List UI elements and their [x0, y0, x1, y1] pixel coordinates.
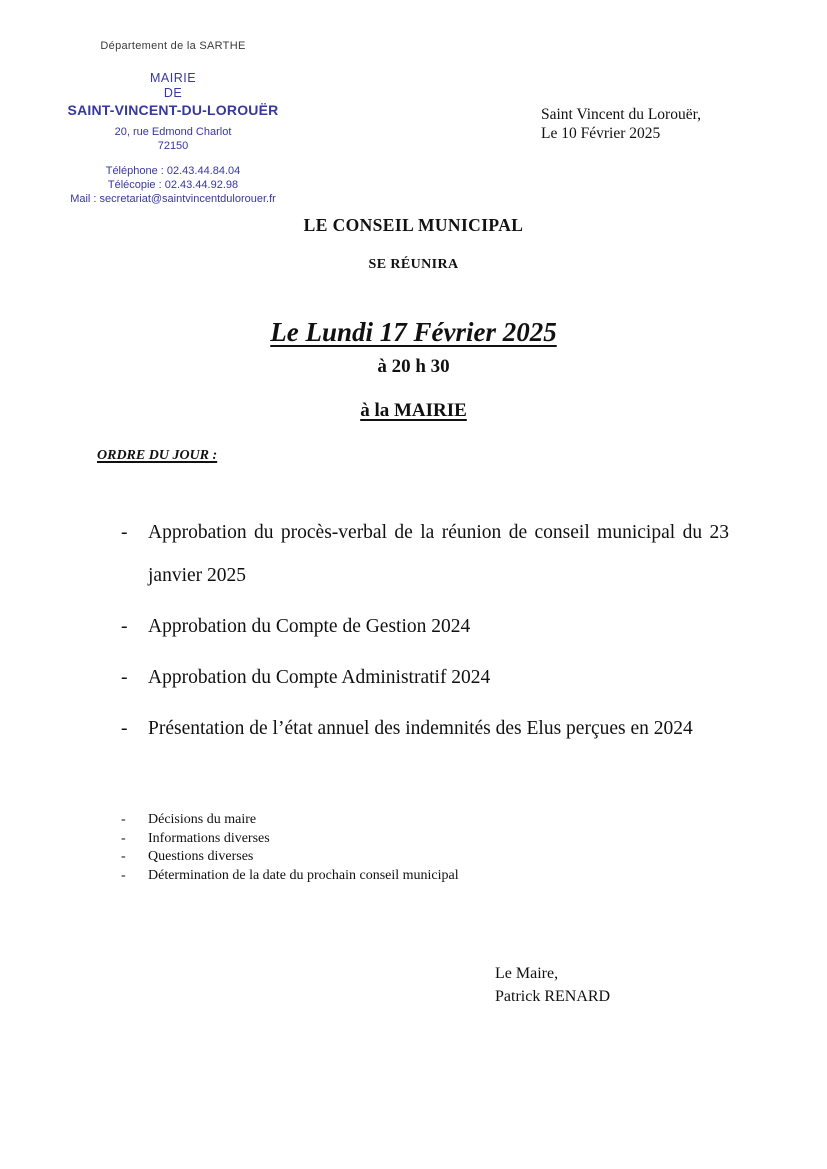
meeting-place-text: à la MAIRIE	[360, 400, 467, 421]
agenda-main-list	[121, 511, 729, 758]
dateline-date: Le 10 Février 2025	[541, 125, 661, 142]
dash-marker: -	[121, 522, 128, 543]
meeting-time: à 20 h 30	[377, 356, 450, 377]
agenda-minor-list	[121, 811, 729, 886]
dash-marker: -	[121, 830, 126, 846]
document-subtitle: SE RÉUNIRA	[368, 257, 459, 272]
address-line-postcode: 72150	[157, 140, 189, 152]
agenda-minor-item-text: Informations diverses	[148, 830, 270, 846]
agenda-item-text: Approbation du Compte Administratif 2024	[148, 667, 491, 688]
signature-block	[495, 962, 610, 1008]
agenda-item	[121, 605, 729, 648]
address-line-street: 20, rue Edmond Charlot	[114, 126, 232, 138]
agenda-minor-item	[121, 867, 729, 886]
agenda-minor-item	[121, 830, 729, 849]
agenda-item	[121, 707, 729, 750]
agenda-heading-text: ORDRE DU JOUR :	[97, 448, 218, 463]
commune-name: SAINT-VINCENT-DU-LOROUËR	[67, 102, 279, 118]
signature-title: Le Maire,	[495, 965, 559, 982]
dash-marker: -	[121, 718, 128, 739]
dash-marker: -	[121, 868, 126, 884]
dash-marker: -	[121, 849, 126, 865]
agenda-item	[121, 656, 729, 699]
agenda-minor-item-text: Décisions du maire	[148, 812, 257, 827]
dash-marker: -	[121, 812, 126, 827]
mairie-de-line: DE	[163, 86, 183, 100]
letterhead	[42, 40, 304, 206]
document-title: LE CONSEIL MUNICIPAL	[303, 215, 524, 235]
fax-line: Télécopie : 02.43.44.92.98	[107, 179, 239, 191]
agenda-heading	[97, 448, 217, 464]
mairie-line: MAIRIE	[149, 71, 197, 85]
dash-marker: -	[121, 616, 128, 637]
agenda-item-text: Approbation du Compte de Gestion 2024	[148, 616, 471, 637]
agenda-item-text: Présentation de l’état annuel des indemnités des Elus perçues en 2024	[148, 718, 693, 739]
signature-name: Patrick RENARD	[495, 988, 611, 1005]
department-name: Département de la SARTHE	[100, 40, 246, 52]
agenda-item-text: Approbation du procès-verbal de la réunion de conseil municipal du 23 janvier 2025	[148, 522, 729, 586]
meeting-date	[0, 317, 827, 348]
meeting-date-text: Le Lundi 17 Février 2025	[270, 317, 557, 347]
dateline-place: Saint Vincent du Lorouër,	[541, 106, 702, 123]
agenda-minor-item	[121, 848, 729, 867]
agenda-minor-item-text: Détermination de la date du prochain conseil municipal	[148, 868, 459, 884]
agenda-minor-item	[121, 811, 729, 830]
agenda-item	[121, 511, 729, 597]
email-line: Mail : secretariat@saintvincentdulorouer.fr	[70, 193, 276, 205]
dash-marker: -	[121, 667, 128, 688]
agenda-minor-item-text: Questions diverses	[148, 849, 254, 865]
phone-line: Téléphone : 02.43.44.84.04	[105, 165, 241, 177]
dateline	[541, 105, 701, 143]
meeting-place	[0, 400, 827, 422]
